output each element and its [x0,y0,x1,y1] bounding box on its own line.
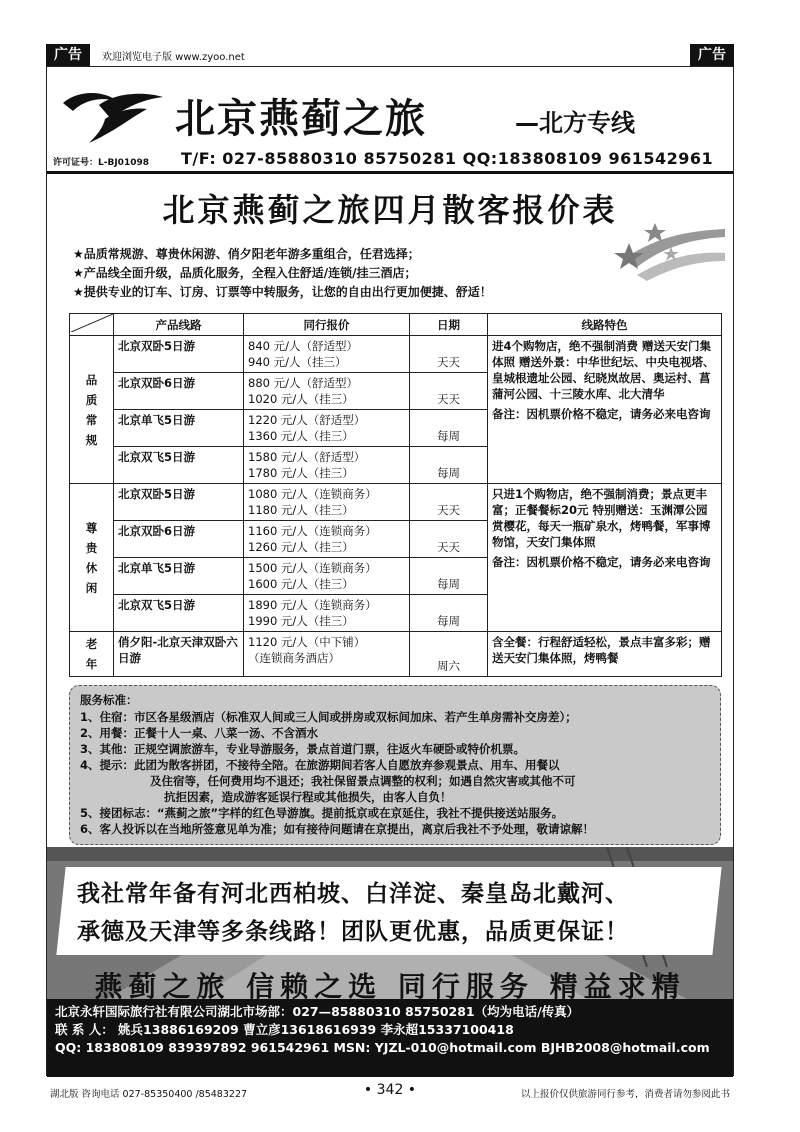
header-contact: T/F: 027-85880310 85750281 QQ:183808109 961542961 [181,149,714,168]
price-table [69,313,722,677]
service-standards [69,685,721,845]
column-header: 同行报价 [244,314,410,336]
route-cell: 北京双卧6日游 [114,373,244,410]
service-item-continued: 抗拒因素，造成游客延误行程或其他损失，由客人自负！ [164,790,452,804]
date-cell: 每周 [410,595,488,632]
route-cell: 北京单飞5日游 [114,410,244,447]
date-cell: 每周 [410,558,488,595]
disclaimer: 以上报价仅供旅游同行参考，消费者请勿参阅此书 [520,1089,730,1100]
date-cell: 天天 [410,484,488,521]
shooting-stars-icon [607,217,727,287]
corner-cell [70,314,114,336]
service-item-continued: 及住宿等，任何费用均不退还；我社保留景点调整的权利；如遇自然灾害或其他不可 [150,774,576,788]
selling-point: ★提供专业的订车、订房、订票等中转服务，让您的自由出行更加便捷、舒适！ [73,285,492,299]
page-title: 北京燕蓟之旅四月散客报价表 [162,191,618,229]
welcome-text[interactable]: 欢迎浏览电子版 www.zyoo.net [102,52,245,63]
top-bar [46,44,734,66]
ad-tag-left: 广告 [46,44,90,66]
ad-tag-right: 广告 [690,44,734,66]
company-phone: 北京永轩国际旅行社有限公司湖北市场部：027—85880310 85750281（均为电话/传真） [55,1004,580,1019]
table-row [70,484,722,521]
price-cell: 1890 元/人（连锁商务） 1990 元/人（挂三） [244,595,410,632]
date-cell: 每周 [410,447,488,484]
route-cell: 北京双卧6日游 [114,521,244,558]
selling-points [73,245,492,302]
route-cell: 俏夕阳-北京天津双卧六日游 [114,632,244,677]
feature-cell: 进4个购物店，绝不强制消费 赠送天安门集体照 赠送外景：中华世纪坛、中央电视塔、皇城根遗址公园、纪晓岚故居、奥运村、菖蒲河公园、十三陵水库、北大清华 备注：因机票价格不稳定，请务必来电咨询 [488,336,722,484]
header-divider [47,171,733,174]
date-cell: 天天 [410,521,488,558]
brand-subtitle: —北方专线 [515,109,635,137]
service-title: 服务标准： [80,693,138,707]
table-row [70,632,722,677]
service-item: 1、住宿：市区各星级酒店（标准双人间或三人间或拼房或双标间加床、若产生单房需补交房差）； [80,710,577,724]
service-item: 4、提示：此团为散客拼团，不接待全陪。在旅游期间若客人自愿放弃参观景点、用车、用餐以 [80,758,560,772]
price-cell: 840 元/人（舒适型） 940 元/人（挂三） [244,336,410,373]
price-cell: 1080 元/人（连锁商务） 1180 元/人（挂三） [244,484,410,521]
brand-motto: 燕蓟之旅 信赖之选 同行服务 精益求精 [94,970,686,999]
category-cell: 老 年 [70,632,114,677]
diagonal-divider-icon [71,314,113,332]
contact-people: 联 系 人： 姚兵13886169209 曹立彦13618616939 李永超15337100418 [55,1022,514,1037]
price-cell: 1160 元/人（连锁商务） 1260 元/人（挂三） [244,521,410,558]
table-header-row [70,314,722,336]
selling-point: ★品质常规游、尊贵休闲游、俏夕阳老年游多重组合，任君选择； [73,247,420,261]
route-cell: 北京双卧5日游 [114,484,244,521]
price-cell: 880 元/人（舒适型） 1020 元/人（挂三） [244,373,410,410]
brand-name: 北京燕蓟之旅 [175,96,427,142]
date-cell: 天天 [410,373,488,410]
price-cell: 1220 元/人（舒适型） 1360 元/人（挂三） [244,410,410,447]
bottom-bar [46,1082,734,1102]
feature-cell: 只进1个购物店，绝不强制消费；景点更丰富；正餐餐标20元 特别赠送：玉渊潭公园赏樱花，每天一瓶矿泉水，烤鸭餐，军事博物馆，天安门集体照 备注：因机票价格不稳定，请务必来电咨询 [488,484,722,632]
route-cell: 北京双飞5日游 [114,447,244,484]
page-number: • 342 • [363,1082,417,1098]
slogan-line: 我社常年备有河北西柏坡、白洋淀、秦皇岛北戴河、 [77,880,629,907]
brand-logo-icon [59,85,169,147]
date-cell: 周六 [410,632,488,677]
service-item: 2、用餐：正餐十人一桌、八菜一汤、不含酒水 [80,726,318,740]
ad-page [46,66,734,1076]
date-cell: 天天 [410,336,488,373]
qq-msn-line: QQ: 183808109 839397892 961542961 MSN: YJZL-010@hotmail.com BJHB2008@hotmail.com [55,1040,710,1055]
table-row [70,336,722,373]
edition-hotline: 湖北版 咨询电话 027-85350400 /85483227 [50,1089,248,1100]
date-cell: 每周 [410,410,488,447]
service-item: 5、接团标志：“燕蓟之旅”字样的红色导游旗。提前抵京或在京延住，我社不提供接送站服务。 [80,806,564,820]
license-number: 许可证号：L-BJ01098 [53,158,149,168]
route-cell: 北京双卧5日游 [114,336,244,373]
service-item: 3、其他：正规空调旅游车，专业导游服务，景点首道门票，往返火车硬卧或特价机票。 [80,742,525,756]
column-header: 产品线路 [114,314,244,336]
slogan-line: 承德及天津等多条线路！团队更优惠，品质更保证！ [77,918,629,945]
company-contact [47,999,733,1077]
column-header: 线路特色 [488,314,722,336]
route-cell: 北京单飞5日游 [114,558,244,595]
route-cell: 北京双飞5日游 [114,595,244,632]
column-header: 日期 [410,314,488,336]
price-cell: 1500 元/人（连锁商务） 1600 元/人（挂三） [244,558,410,595]
category-cell: 品 质 常 规 [70,336,114,484]
promo-banner [47,847,733,999]
price-cell: 1580 元/人（舒适型） 1780 元/人（挂三） [244,447,410,484]
category-cell: 尊 贵 休 闲 [70,484,114,632]
service-item: 6、客人投诉以在当地所签意见单为准；如有接待问题请在京提出，离京后我社不予处理，敬请谅解！ [80,822,594,836]
feature-cell: 含全餐：行程舒适轻松，景点丰富多彩；赠送天安门集体照，烤鸭餐 [488,632,722,677]
price-cell: 1120 元/人（中下铺） （连锁商务酒店） [244,632,410,677]
selling-point: ★产品线全面升级，品质化服务，全程入住舒适/连锁/挂三酒店； [73,266,417,280]
